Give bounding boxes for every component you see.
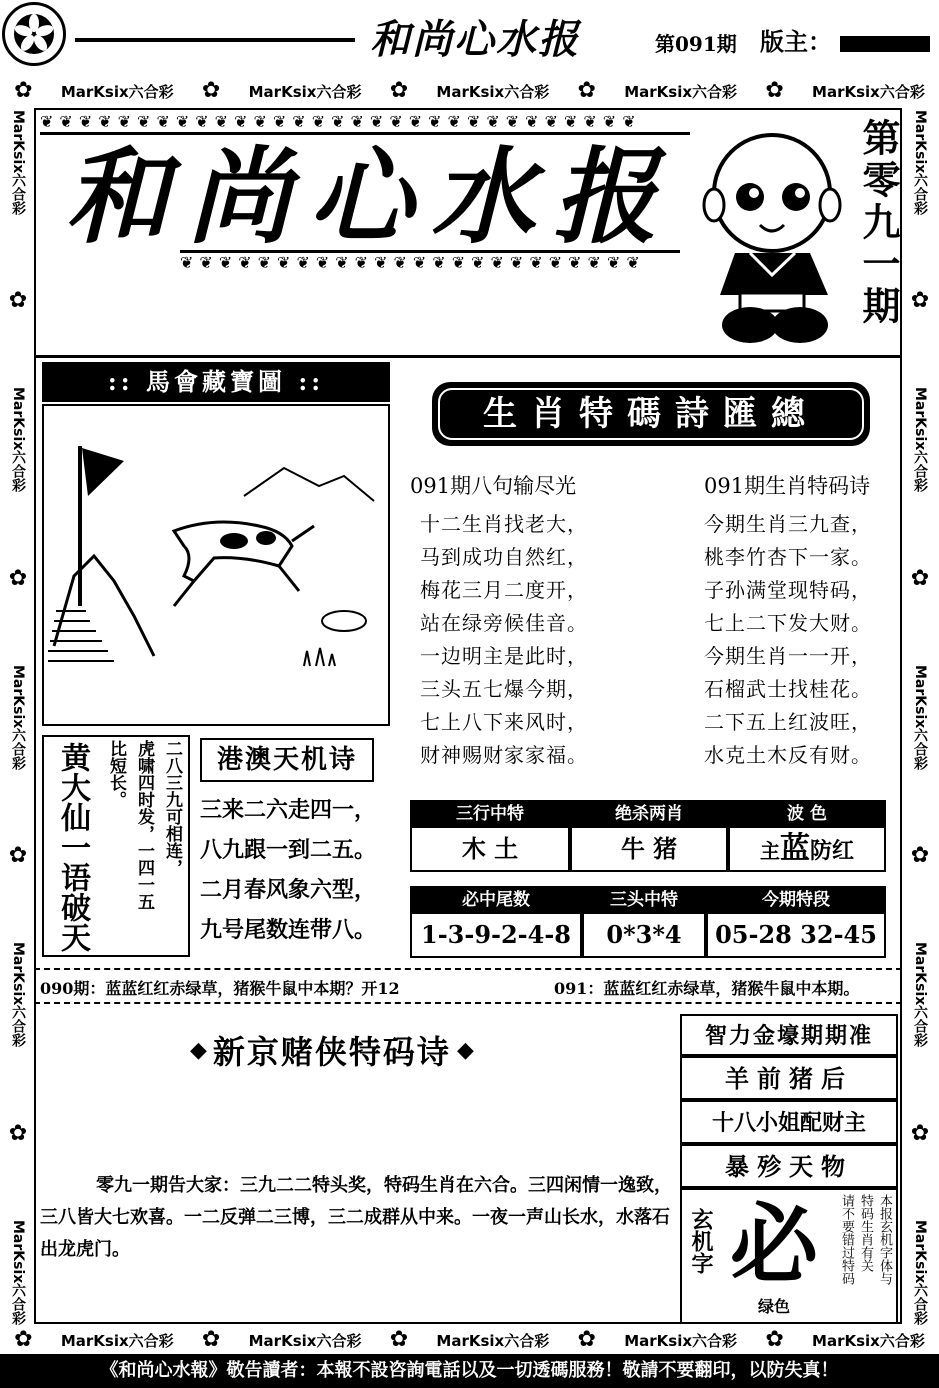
huang-daxian-text	[98, 740, 186, 954]
poem-line: 七上二下发大财。	[704, 611, 872, 635]
flower-icon: ✿	[201, 1327, 221, 1352]
poem-line: 桃李竹杏下一家。	[704, 545, 872, 569]
flower-icon: ✿	[8, 288, 28, 314]
watermark-text: MarKsix六合彩	[812, 1331, 925, 1350]
xuanji-note: 请不要错过特码	[839, 1194, 854, 1285]
beijing-poem-text: 零九一期告大家：三九二二特头奖，特码生肖在六合。三四闲情一逸致，三八皆大七欢喜。一二反弹二三博，三二成群从中来。一夜一声山长水，水落石出龙虎门。	[40, 1175, 672, 1260]
masthead-vine-bottom: ❦❦❦❦❦❦❦❦❦❦❦❦❦❦❦❦❦❦❦❦❦❦❦❦	[180, 250, 680, 273]
side-row: 羊前猪后	[680, 1056, 898, 1100]
watermark-text: MarKsix六合彩	[912, 110, 928, 216]
grid-value: 0*3*4	[582, 912, 706, 958]
xuanji-color: 绿色	[757, 1297, 790, 1316]
poem-line: 三头五七爆今期，	[420, 677, 588, 701]
diamond-left-icon: ◆	[190, 1037, 207, 1063]
huang-col: 虎啸四时发，一四一五	[134, 740, 154, 910]
wave-prefix: 主	[759, 839, 780, 863]
footer-notice: 《和尚心水報》敬告讀者：本報不設咨詢電話以及一切透碼服務！敬請不要翻印，以防失真！	[0, 1354, 939, 1388]
harbour-line: 九号尾数连带八。	[200, 917, 377, 943]
poem-line: 马到成功自然红，	[420, 545, 588, 569]
vertical-issue: 第零九一期	[856, 118, 901, 328]
flower-icon: ✿	[577, 1327, 596, 1352]
masthead-vine-top: ❦❦❦❦❦❦❦❦❦❦❦❦❦❦❦❦❦❦❦❦❦❦❦❦❦❦❦❦❦❦❦	[40, 112, 690, 135]
poem-line: 二下五上红波旺，	[704, 710, 872, 734]
flower-icon: ✿	[765, 1327, 784, 1352]
monk-mascot-icon	[700, 125, 845, 350]
flower-icon: ✿	[14, 1327, 33, 1352]
flower-icon: ✿	[8, 843, 28, 869]
grid-label: 波 色	[728, 800, 886, 826]
flower-icon: ✿	[765, 78, 784, 103]
owner-label: 版主：	[760, 27, 832, 56]
grid-value: 牛 猪	[570, 826, 728, 872]
bauhinia-flower-icon	[12, 12, 56, 56]
poem-line: 子孙满堂现特码，	[704, 578, 872, 602]
beijing-poem-title: 新京赌侠特码诗	[212, 1033, 451, 1071]
harbour-line: 二月春风象六型，	[200, 877, 377, 903]
poem-left-heading: 091期八句输尽光	[410, 474, 577, 498]
poem-line: 今期生肖三九查，	[704, 512, 872, 536]
history-strip	[34, 968, 902, 1004]
watermark-row-bottom	[0, 1326, 939, 1354]
watermark-text: MarKsix六合彩	[10, 110, 26, 216]
harbour-line: 三来二六走四一，	[200, 797, 377, 823]
watermark-text: MarKsix六合彩	[60, 1331, 174, 1350]
watermark-text: MarKsix六合彩	[812, 82, 925, 101]
poem-line: 梅花三月二度开，	[420, 578, 588, 602]
flower-icon: ✿	[201, 78, 221, 103]
grid-label: 必中尾数	[410, 886, 582, 912]
xuanji-char: 必	[729, 1192, 818, 1296]
xuanji-label: 玄机字	[688, 1208, 714, 1274]
wave-suffix: 防红	[809, 838, 854, 864]
grid-label: 绝杀两肖	[570, 800, 728, 826]
grid-value: 05-28 32-45	[706, 912, 886, 958]
poem-left-lines	[420, 508, 588, 772]
grid-value: 1-3-9-2-4-8	[410, 912, 582, 958]
grid-label: 今期特段	[706, 886, 886, 912]
watermark-text: MarKsix六合彩	[624, 1331, 738, 1350]
huang-col: 比短长。	[106, 740, 126, 808]
history-prev: 090期：蓝蓝红红赤绿草，猪猴牛鼠中本期？开12	[40, 979, 400, 998]
diamond-right-icon: ◆	[456, 1037, 474, 1063]
wave-main: 蓝	[779, 831, 810, 866]
flower-icon: ✿	[14, 78, 33, 103]
flower-icon: ✿	[910, 565, 930, 591]
harbour-line: 八九跟一到二五。	[200, 837, 377, 863]
poem-line: 一边明主是此时，	[420, 644, 588, 668]
poem-line: 今期生肖一一开，	[704, 644, 872, 668]
watermark-text: MarKsix六合彩	[912, 387, 928, 493]
huang-col: 二八三九可相连，	[162, 740, 182, 876]
poem-line: 站在绿旁候佳音。	[420, 611, 588, 635]
watermark-text: MarKsix六合彩	[10, 664, 26, 771]
masthead-title: 和尚心水报	[64, 135, 675, 258]
watermark-col-left	[4, 110, 32, 1325]
flower-icon: ✿	[389, 1327, 409, 1352]
xuanji-note: 特码生肖有关	[858, 1194, 873, 1272]
header-title: 和尚心水报	[370, 16, 580, 63]
poem-line: 石榴武士找桂花。	[704, 677, 872, 701]
side-row: 十八小姐配财主	[680, 1100, 898, 1144]
side-row: 暴殄天物	[680, 1144, 898, 1188]
watermark-text: MarKsix六合彩	[248, 82, 362, 101]
treasure-map-frame	[42, 404, 390, 726]
watermark-text: MarKsix六合彩	[10, 942, 26, 1048]
grid-value-wave	[728, 826, 886, 872]
watermark-text: MarKsix六合彩	[436, 82, 550, 101]
watermark-text: MarKsix六合彩	[912, 942, 928, 1048]
poems-title: 生肖特碼詩匯總	[438, 388, 864, 440]
header-rule	[75, 38, 355, 42]
xuanji-note: 本报玄机字体与	[877, 1194, 892, 1285]
harbour-poem-lines	[200, 790, 376, 950]
grid-label: 三行中特	[410, 800, 570, 826]
poem-line: 十二生肖找老大，	[420, 512, 588, 536]
watermark-row-top	[0, 76, 939, 106]
watermark-col-right	[906, 110, 934, 1325]
dog-running-illustration	[44, 406, 388, 724]
flower-icon: ✿	[8, 1120, 28, 1146]
treasure-map-title: :: 馬會藏寶圖 ::	[42, 362, 390, 402]
flower-icon: ✿	[8, 565, 28, 591]
flower-icon: ✿	[910, 1120, 930, 1146]
watermark-text: MarKsix六合彩	[624, 82, 738, 101]
header-logo	[2, 2, 66, 66]
flower-icon: ✿	[910, 843, 930, 869]
history-curr: 091：蓝蓝红红赤绿草，猪猴牛鼠中本期。	[554, 979, 860, 998]
flower-icon: ✿	[389, 78, 409, 103]
watermark-text: MarKsix六合彩	[436, 1331, 550, 1350]
watermark-text: MarKsix六合彩	[912, 664, 928, 771]
watermark-text: MarKsix六合彩	[10, 387, 26, 493]
poem-right-lines	[704, 508, 872, 772]
side-row: 智力金壕期期准	[680, 1014, 898, 1056]
xuanji-notes	[834, 1194, 894, 1318]
poem-line: 财神赐财家家福。	[420, 743, 588, 767]
watermark-text: MarKsix六合彩	[912, 1219, 928, 1325]
poem-right-heading: 091期生肖特码诗	[704, 474, 871, 498]
beijing-poem-title-wrap	[190, 1030, 474, 1070]
watermark-text: MarKsix六合彩	[60, 82, 174, 101]
harbour-poem-title: 港澳天机诗	[200, 738, 374, 782]
header-issue: 第091期	[655, 32, 737, 56]
grid-label: 三头中特	[582, 886, 706, 912]
watermark-text: MarKsix六合彩	[10, 1219, 26, 1325]
flower-icon: ✿	[910, 288, 930, 314]
poems-title-frame	[432, 382, 870, 446]
poem-line: 七上八下来风时，	[420, 710, 588, 734]
masthead-divider	[34, 355, 902, 358]
header-owner	[760, 22, 930, 57]
grid-value: 木 土	[410, 826, 570, 872]
huang-daxian-title: 黄大仙一语破天	[55, 742, 90, 952]
watermark-text: MarKsix六合彩	[248, 1331, 362, 1350]
owner-redacted	[840, 36, 930, 52]
flower-icon: ✿	[577, 78, 596, 103]
poem-line: 水克土木反有财。	[704, 743, 872, 767]
